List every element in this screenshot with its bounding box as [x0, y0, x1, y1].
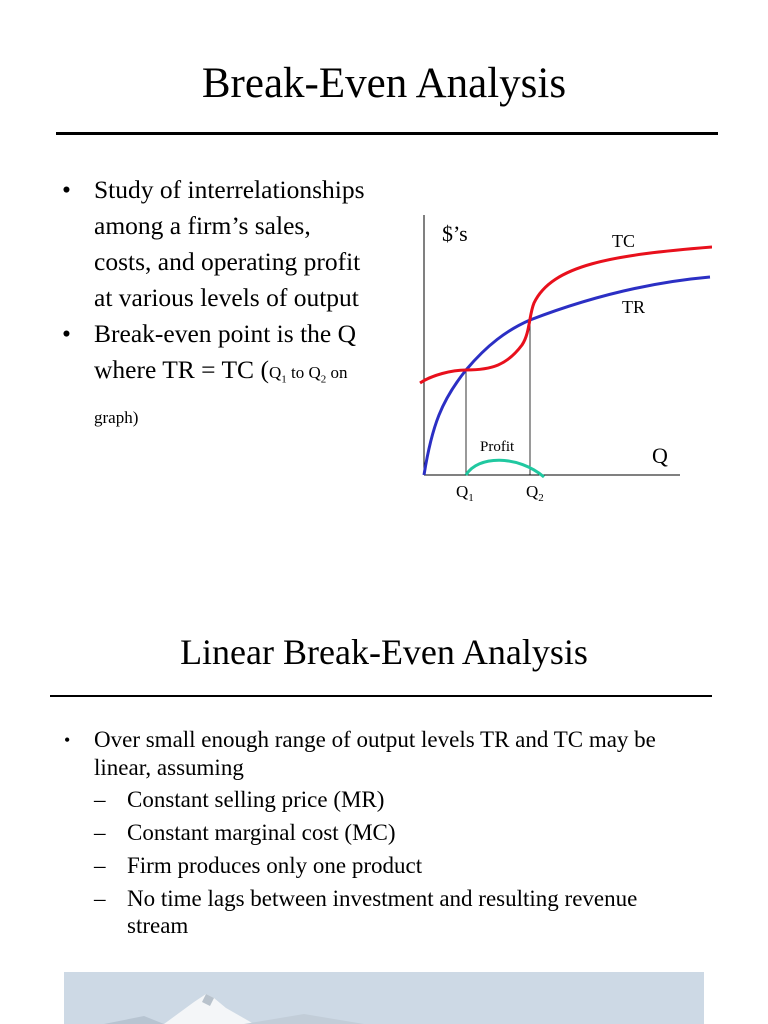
- sub-bullet-item: – Firm produces only one product: [94, 853, 423, 878]
- title-divider: [56, 132, 718, 135]
- bullet-glyph: •: [64, 730, 71, 750]
- sub-bullet-item: – Constant selling price (MR): [94, 787, 385, 812]
- bullet-list: [62, 172, 372, 436]
- bullet-list: [64, 726, 664, 945]
- q1-label: $Q_1$: [456, 482, 474, 504]
- bullet-item: [62, 316, 372, 436]
- sub-bullet-item: – No time lags between investment and resulting revenue stream: [94, 886, 638, 938]
- sub-bullet-list: [94, 786, 664, 939]
- slide-title-linear-break-even: Linear Break-Even Analysis: [180, 632, 588, 672]
- slide-title-break-even: Break-Even Analysis: [201, 60, 567, 107]
- profit-label: Profit: [480, 439, 515, 455]
- bullet-text: Over small enough range of output levels TR and TC may be linear, assuming: [94, 727, 656, 780]
- title-divider: [50, 695, 712, 697]
- graph-note: ($Q_1$ to $Q_2$ on graph): [94, 355, 348, 428]
- bullet-glyph: •: [62, 319, 71, 348]
- bullet-item: [62, 172, 372, 316]
- bullet-item: [64, 726, 664, 939]
- x-axis-label: Q: [652, 443, 668, 468]
- profit-arc: [466, 460, 544, 477]
- break-even-chart: [412, 205, 712, 515]
- series-label-tr: TR: [622, 297, 646, 317]
- sub-bullet-item: – Constant marginal cost (MC): [94, 820, 396, 845]
- bullet-text: Break-even point is the Q where TR = TC: [94, 319, 357, 384]
- q2-label: $Q_2$: [526, 482, 544, 504]
- series-label-tc: TC: [612, 231, 636, 251]
- bullet-text: Study of interrelationships among a firm’s sales, costs, and operating profit at various levels of output: [94, 175, 365, 312]
- y-axis-label: $’s: [442, 221, 468, 246]
- mountain-photo: [64, 972, 704, 1024]
- mountain-image: [64, 972, 704, 1024]
- bullet-glyph: •: [62, 175, 71, 204]
- series-line-tc: [420, 247, 712, 383]
